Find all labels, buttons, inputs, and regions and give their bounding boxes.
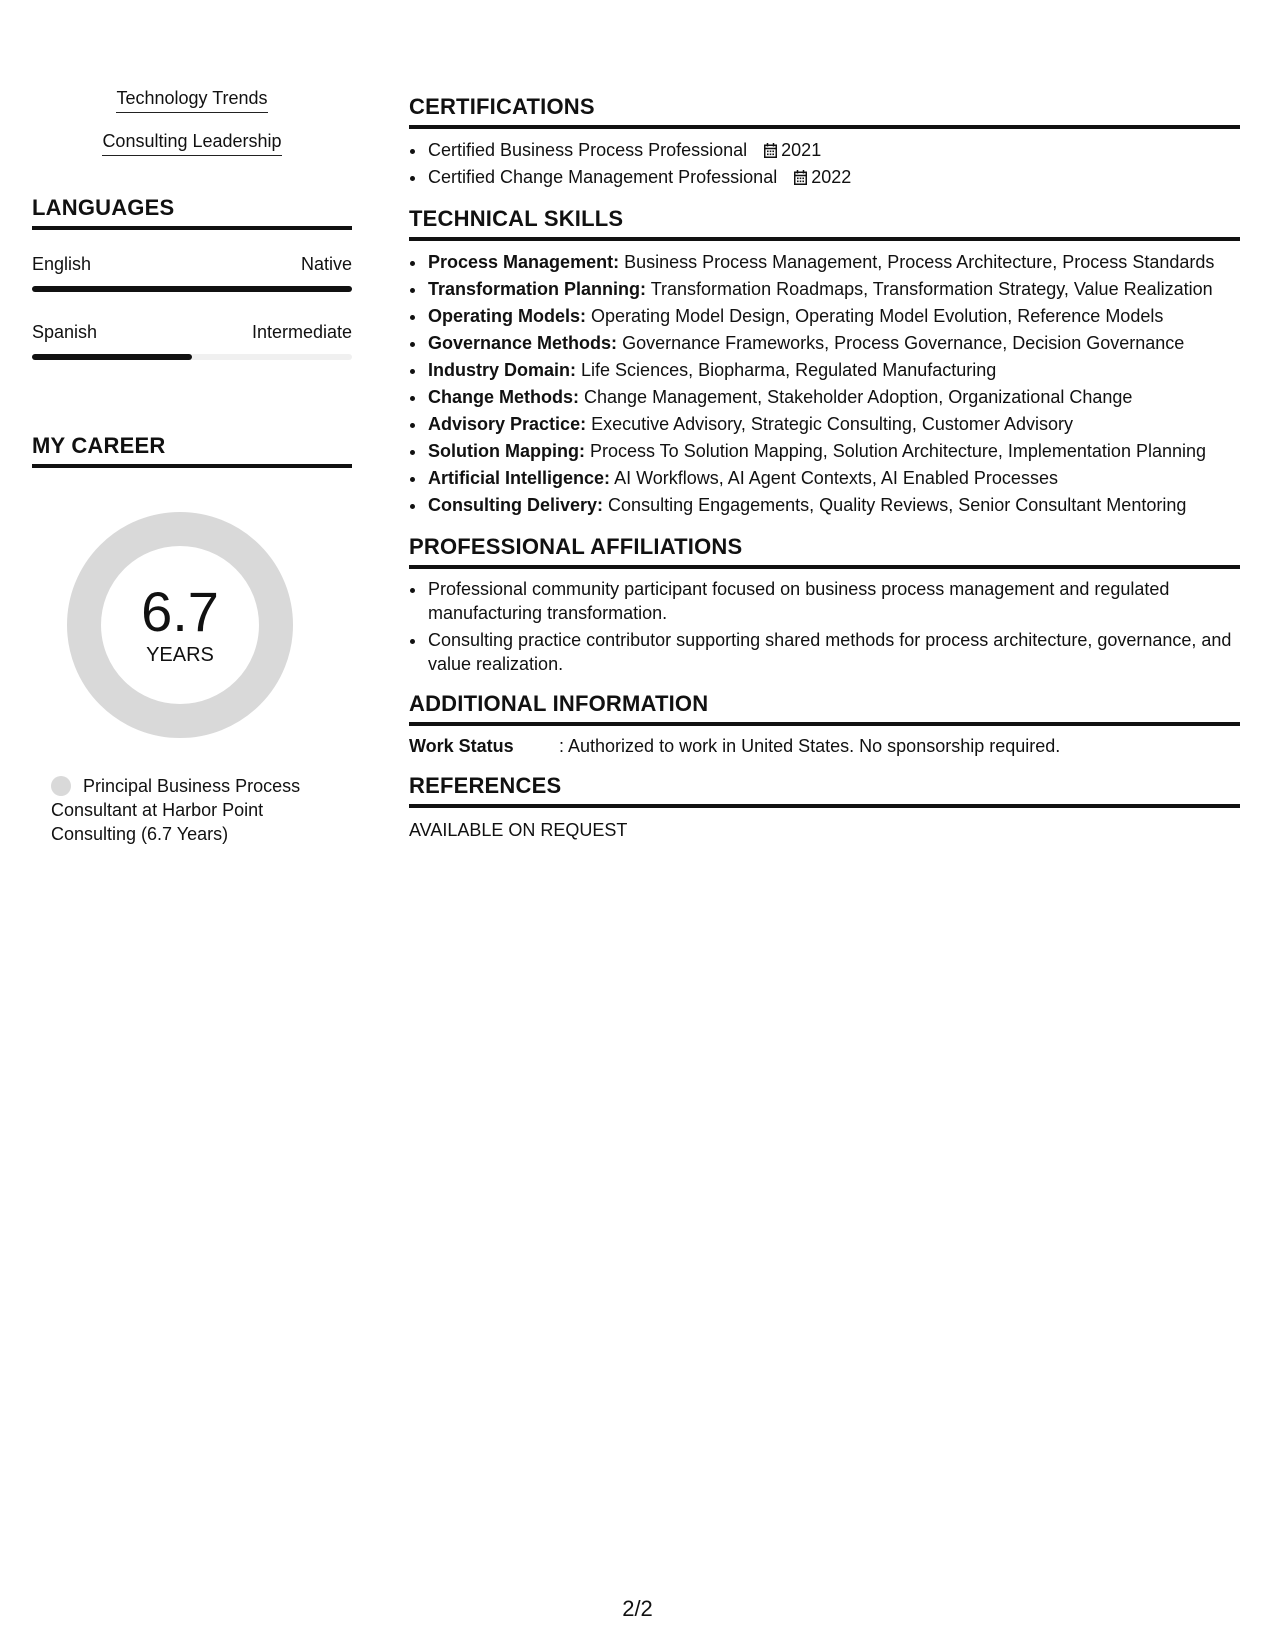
skill-item xyxy=(427,357,1240,384)
skill-values: Governance Frameworks, Process Governance, Decision Governance xyxy=(622,333,1185,353)
career-donut-chart xyxy=(67,512,293,738)
career-entry-text: Principal Business Process Consultant at Harbor Point Consulting (6.7 Years) xyxy=(51,776,301,844)
skill-category: Advisory Practice: xyxy=(428,414,587,434)
language-level: Native xyxy=(300,254,352,274)
skill-values: Process To Solution Mapping, Solution Architecture, Implementation Planning xyxy=(589,441,1207,461)
technical-skills-list xyxy=(409,249,1240,519)
work-status-label: Work Status xyxy=(409,736,514,756)
calendar-icon xyxy=(794,170,807,185)
skill-values: Operating Model Design, Operating Model Evolution, Reference Models xyxy=(591,306,1164,326)
language-name: English xyxy=(32,254,92,274)
career-entry xyxy=(51,774,321,846)
skill-values: Business Process Management, Process Architecture, Process Standards xyxy=(624,252,1215,272)
interests-list xyxy=(32,86,352,172)
skill-category: Operating Models: xyxy=(428,306,587,326)
additional-info-section xyxy=(409,690,1240,758)
calendar-icon xyxy=(764,143,777,158)
certifications-section xyxy=(409,93,1240,191)
language-item xyxy=(32,252,352,292)
language-proficiency-bar xyxy=(32,286,352,292)
certifications-list xyxy=(409,137,1240,191)
affiliations-list xyxy=(409,577,1240,676)
skill-category: Change Methods: xyxy=(428,387,579,407)
skill-values: Transformation Roadmaps, Transformation Strategy, Value Realization xyxy=(650,279,1213,299)
languages-heading: LANGUAGES xyxy=(32,194,352,230)
technical-skills-section xyxy=(409,205,1240,519)
interest-tag: Technology Trends xyxy=(116,86,267,113)
references-section xyxy=(409,772,1240,842)
references-heading: REFERENCES xyxy=(409,772,1240,808)
skill-category: Consulting Delivery: xyxy=(428,495,604,515)
skill-item xyxy=(427,438,1240,465)
certification-year: 2022 xyxy=(811,167,852,187)
affiliations-heading: PROFESSIONAL AFFILIATIONS xyxy=(409,533,1240,569)
skill-category: Industry Domain: xyxy=(428,360,577,380)
certification-item xyxy=(427,164,1240,191)
skill-item xyxy=(427,465,1240,492)
interest-tag: Consulting Leadership xyxy=(102,129,281,156)
skill-category: Artificial Intelligence: xyxy=(428,468,611,488)
page-number: 2/2 xyxy=(622,1596,653,1621)
skill-item xyxy=(427,384,1240,411)
additional-info-heading: ADDITIONAL INFORMATION xyxy=(409,690,1240,726)
skill-values: Life Sciences, Biopharma, Regulated Manufacturing xyxy=(581,360,997,380)
certifications-heading: CERTIFICATIONS xyxy=(409,93,1240,129)
references-text: AVAILABLE ON REQUEST xyxy=(409,820,628,840)
language-proficiency-fill xyxy=(32,286,352,292)
skill-item xyxy=(427,249,1240,276)
skill-item xyxy=(427,303,1240,330)
certification-name: Certified Change Management Professional xyxy=(428,167,778,187)
language-proficiency-bar xyxy=(32,354,352,360)
skill-values: Consulting Engagements, Quality Reviews, Senior Consultant Mentoring xyxy=(608,495,1187,515)
affiliation-item: • Consulting practice contributor supporting shared methods for process architecture, governance, and value realization. xyxy=(427,628,1240,676)
certification-name: Certified Business Process Professional xyxy=(428,140,748,160)
skill-category: Process Management: xyxy=(428,252,620,272)
language-proficiency-fill xyxy=(32,354,192,360)
work-status-row xyxy=(409,734,1240,758)
skill-values: AI Workflows, AI Agent Contexts, AI Enabled Processes xyxy=(614,468,1058,488)
skill-values: Executive Advisory, Strategic Consulting, Customer Advisory xyxy=(591,414,1073,434)
skill-item xyxy=(427,492,1240,519)
affiliation-item: • Professional community participant focused on business process management and regulated manufacturing transformation. xyxy=(427,577,1240,625)
skill-category: Solution Mapping: xyxy=(428,441,585,461)
technical-skills-heading: TECHNICAL SKILLS xyxy=(409,205,1240,241)
affiliations-section xyxy=(409,533,1240,676)
work-status-value: : Authorized to work in United States. No sponsorship required. xyxy=(559,736,1061,756)
skill-values: Change Management, Stakeholder Adoption, Organizational Change xyxy=(584,387,1133,407)
skill-item xyxy=(427,330,1240,357)
career-legend-dot xyxy=(51,776,71,796)
left-column xyxy=(32,86,352,846)
right-column xyxy=(409,93,1240,856)
skill-item xyxy=(427,276,1240,303)
certification-item xyxy=(427,137,1240,164)
career-heading: MY CAREER xyxy=(32,432,352,468)
career-total-value: 6.7 xyxy=(141,580,219,643)
skill-category: Governance Methods: xyxy=(428,333,618,353)
career-total-unit: YEARS xyxy=(146,644,214,666)
certification-year: 2021 xyxy=(781,140,822,160)
language-item xyxy=(32,320,352,360)
skill-category: Transformation Planning: xyxy=(428,279,647,299)
language-level: Intermediate xyxy=(251,322,352,342)
skill-item xyxy=(427,411,1240,438)
language-name: Spanish xyxy=(32,322,98,342)
